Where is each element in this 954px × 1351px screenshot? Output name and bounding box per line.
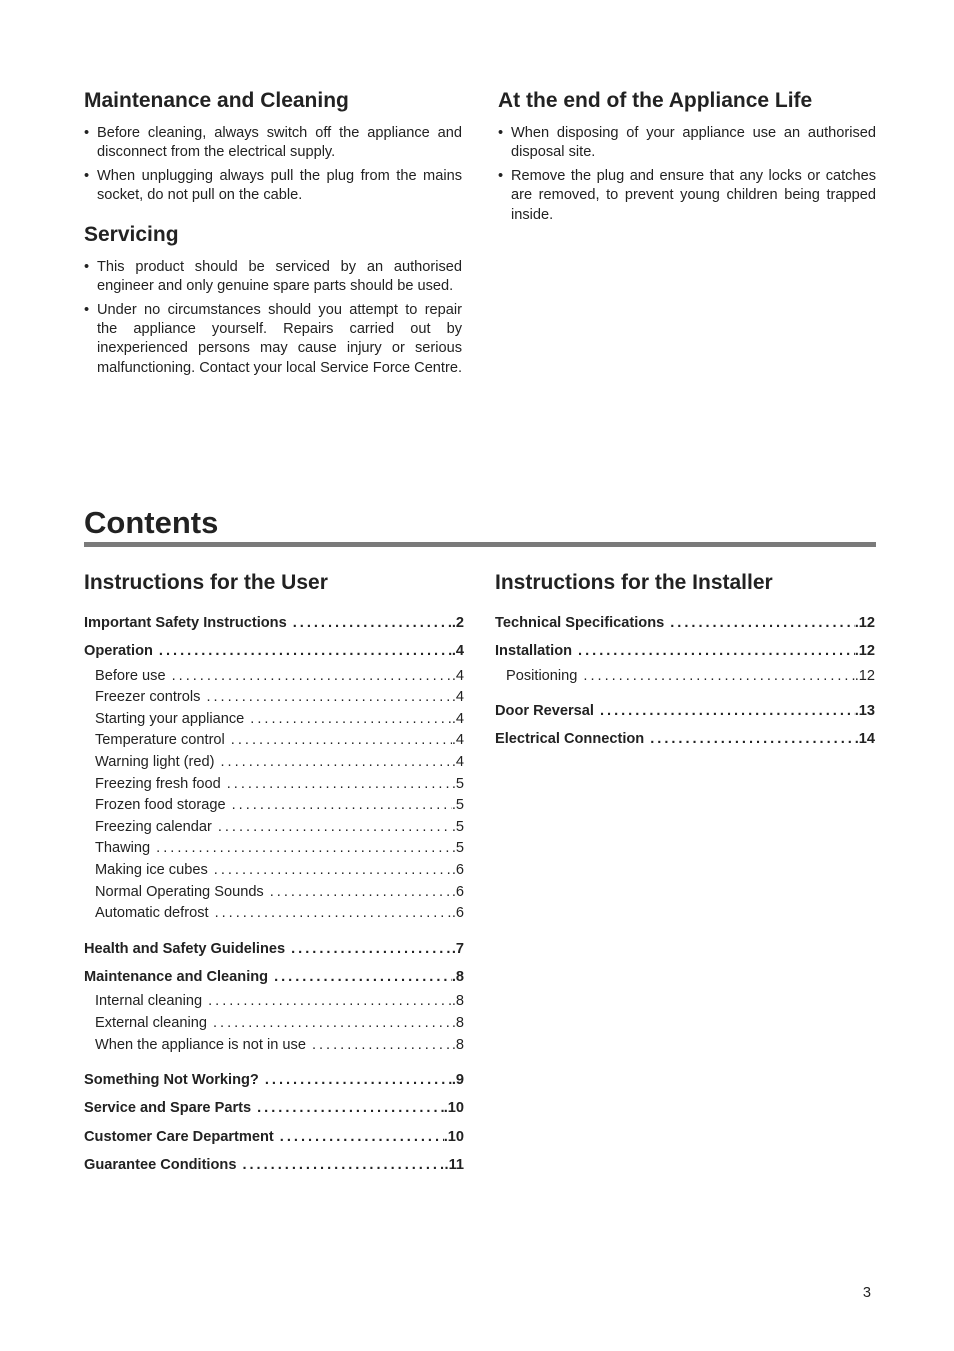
- toc-entry: [84, 637, 464, 665]
- toc-entry-page: .5: [451, 797, 464, 814]
- toc-leader-dots: [664, 609, 854, 637]
- toc-entry: [84, 1151, 464, 1179]
- toc-entry-label: Important Safety Instructions: [84, 615, 287, 631]
- appliance-life-bullets: [498, 124, 876, 225]
- toc-entry-label: Electrical Connection: [495, 731, 645, 748]
- toc-entry-page: .12: [854, 643, 875, 660]
- toc-leader-dots: [236, 1151, 444, 1179]
- installer-toc-list: [495, 609, 875, 754]
- toc-entry-page: .13: [854, 703, 875, 720]
- toc-entry-label: Service and Spare Parts: [84, 1100, 252, 1117]
- top-right-column: [498, 88, 876, 229]
- appliance-life-heading: At the end of the Appliance Life: [498, 89, 813, 112]
- toc-entry-page: .9: [451, 1072, 464, 1089]
- toc-entry-page: .4: [451, 753, 464, 770]
- contents-divider: [84, 542, 876, 547]
- toc-entry-page: .4: [451, 643, 464, 660]
- maintenance-bullets: [84, 124, 462, 206]
- toc-entry-label: Freezer controls: [95, 689, 201, 706]
- toc-leader-dots: [594, 697, 855, 725]
- toc-leader-dots: [221, 774, 452, 796]
- toc-leader-dots: [251, 1094, 444, 1122]
- maintenance-section: [84, 88, 462, 206]
- toc-leader-dots: [306, 1035, 452, 1057]
- toc-entry-label: Freezing fresh food: [95, 775, 221, 792]
- toc-entry-label: Something Not Working?: [84, 1072, 259, 1089]
- toc-leader-dots: [209, 903, 452, 925]
- user-toc-heading: Instructions for the User: [84, 571, 328, 594]
- toc-entry: [84, 991, 464, 1013]
- toc-entry-page: .4: [451, 689, 464, 706]
- maintenance-heading: Maintenance and Cleaning: [84, 89, 349, 112]
- toc-entry-label: Normal Operating Sounds: [95, 883, 264, 900]
- toc-entry-label: Guarantee Conditions: [84, 1156, 237, 1173]
- toc-entry: [84, 838, 464, 860]
- toc-entry-page: .14: [854, 731, 875, 748]
- installer-toc-heading: Instructions for the Installer: [495, 571, 773, 594]
- toc-entry-label: Door Reversal: [495, 703, 594, 720]
- toc-entry: [84, 730, 464, 752]
- toc-leader-dots: [577, 666, 854, 688]
- toc-entry: [84, 817, 464, 839]
- toc-leader-dots: [268, 963, 452, 991]
- toc-entry-page: .6: [451, 861, 464, 878]
- toc-entry: [84, 1013, 464, 1035]
- toc-entry: [84, 1094, 464, 1122]
- bullet-item: • Under no circumstances should you attempt to repair the appliance yourself. Repairs carried out by inexperienced persons may cause injury or serious malfunctioning. Contact your local Service Force Centre.: [84, 301, 462, 378]
- toc-leader-dots: [200, 687, 451, 709]
- page-number: 3: [862, 1285, 871, 1301]
- toc-entry: [84, 687, 464, 709]
- user-toc-list: [84, 609, 464, 1179]
- toc-entry: [84, 609, 464, 637]
- toc-entry-label: Health and Safety Guidelines: [84, 940, 286, 957]
- top-left-column: [84, 88, 462, 382]
- toc-entry: [84, 882, 464, 904]
- toc-entry: [84, 709, 464, 731]
- toc-entry-label: Warning light (red): [95, 753, 215, 770]
- bullet-item: • When disposing of your appliance use an authorised disposal site.: [498, 124, 876, 163]
- toc-leader-dots: [215, 752, 452, 774]
- toc-leader-dots: [207, 1013, 452, 1035]
- toc-entry-label: Positioning: [506, 667, 578, 684]
- toc-entry-label: Starting your appliance: [95, 710, 245, 727]
- toc-entry-label: Internal cleaning: [95, 993, 203, 1010]
- toc-entry-label: Customer Care Department: [84, 1128, 274, 1145]
- toc-entry: [495, 666, 875, 688]
- toc-entry: [84, 666, 464, 688]
- toc-entry: [84, 903, 464, 925]
- toc-leader-dots: [244, 709, 452, 731]
- toc-entry: [495, 637, 875, 665]
- toc-entry: [495, 697, 875, 725]
- bullet-item: • This product should be serviced by an authorised engineer and only genuine spare parts should be used.: [84, 258, 462, 297]
- toc-entry-label: When the appliance is not in use: [95, 1036, 306, 1053]
- user-toc-column: [84, 570, 464, 1179]
- toc-entry-page: .4: [451, 710, 464, 727]
- toc-entry: [84, 1123, 464, 1151]
- toc-entry-label: Technical Specifications: [495, 615, 665, 631]
- toc-leader-dots: [572, 637, 855, 665]
- toc-entry-label: Operation: [84, 643, 153, 660]
- toc-entry-page: .5: [451, 840, 464, 857]
- toc-entry-page: .10: [443, 1128, 464, 1145]
- toc-entry-page: .8: [451, 993, 464, 1010]
- toc-leader-dots: [150, 838, 452, 860]
- toc-entry-page: .4: [451, 732, 464, 749]
- toc-entry: [84, 935, 464, 963]
- toc-entry-page: .8: [451, 969, 464, 986]
- toc-entry-label: Installation: [495, 643, 573, 660]
- toc-entry: [84, 1035, 464, 1057]
- toc-leader-dots: [208, 860, 452, 882]
- toc-leader-dots: [225, 730, 452, 752]
- servicing-section: [84, 222, 462, 378]
- contents-title: Contents: [84, 505, 219, 540]
- toc-entry-label: External cleaning: [95, 1014, 207, 1031]
- toc-entry: [84, 752, 464, 774]
- toc-entry-label: Temperature control: [95, 732, 225, 749]
- toc-entry: [495, 609, 875, 637]
- toc-leader-dots: [644, 725, 854, 753]
- toc-entry-page: .12: [854, 615, 875, 631]
- toc-entry-page: .8: [451, 1014, 464, 1031]
- toc-entry-label: Making ice cubes: [95, 861, 208, 878]
- servicing-heading: Servicing: [84, 222, 179, 246]
- toc-leader-dots: [226, 795, 452, 817]
- toc-leader-dots: [287, 609, 452, 637]
- installer-toc-column: [495, 570, 875, 754]
- toc-leader-dots: [166, 666, 452, 688]
- bullet-item: • Remove the plug and ensure that any locks or catches are removed, to prevent young children being trapped inside.: [498, 167, 876, 225]
- toc-entry: [84, 860, 464, 882]
- toc-entry: [84, 963, 464, 991]
- toc-entry-page: .10: [443, 1100, 464, 1117]
- toc-entry-label: Before use: [95, 667, 166, 684]
- toc-entry-page: .7: [451, 940, 464, 957]
- servicing-bullets: [84, 258, 462, 378]
- toc-leader-dots: [274, 1123, 444, 1151]
- toc-entry-label: Freezing calendar: [95, 818, 212, 835]
- toc-entry-label: Thawing: [95, 840, 151, 857]
- toc-entry-page: .5: [451, 818, 464, 835]
- toc-entry-page: .4: [451, 667, 464, 684]
- toc-leader-dots: [153, 637, 452, 665]
- toc-entry-page: .6: [451, 905, 464, 922]
- toc-leader-dots: [202, 991, 452, 1013]
- toc-entry-label: Automatic defrost: [95, 905, 209, 922]
- toc-entry-page: .11: [444, 1156, 464, 1173]
- toc-entry-page: .8: [451, 1036, 464, 1053]
- bullet-item: • Before cleaning, always switch off the appliance and disconnect from the electrical supply.: [84, 124, 462, 163]
- toc-entry-page: .12: [854, 667, 875, 684]
- toc-entry-page: .5: [451, 775, 464, 792]
- toc-entry: [84, 1066, 464, 1094]
- toc-leader-dots: [285, 935, 452, 963]
- toc-leader-dots: [259, 1066, 452, 1094]
- toc-entry: [84, 795, 464, 817]
- toc-entry-page: .2: [451, 615, 464, 631]
- toc-entry: [495, 725, 875, 753]
- toc-entry-page: .6: [451, 883, 464, 900]
- toc-entry: [84, 774, 464, 796]
- toc-entry-label: Maintenance and Cleaning: [84, 969, 269, 986]
- toc-leader-dots: [264, 882, 452, 904]
- toc-entry-label: Frozen food storage: [95, 797, 226, 814]
- bullet-item: • When unplugging always pull the plug from the mains socket, do not pull on the cable.: [84, 167, 462, 206]
- toc-leader-dots: [212, 817, 452, 839]
